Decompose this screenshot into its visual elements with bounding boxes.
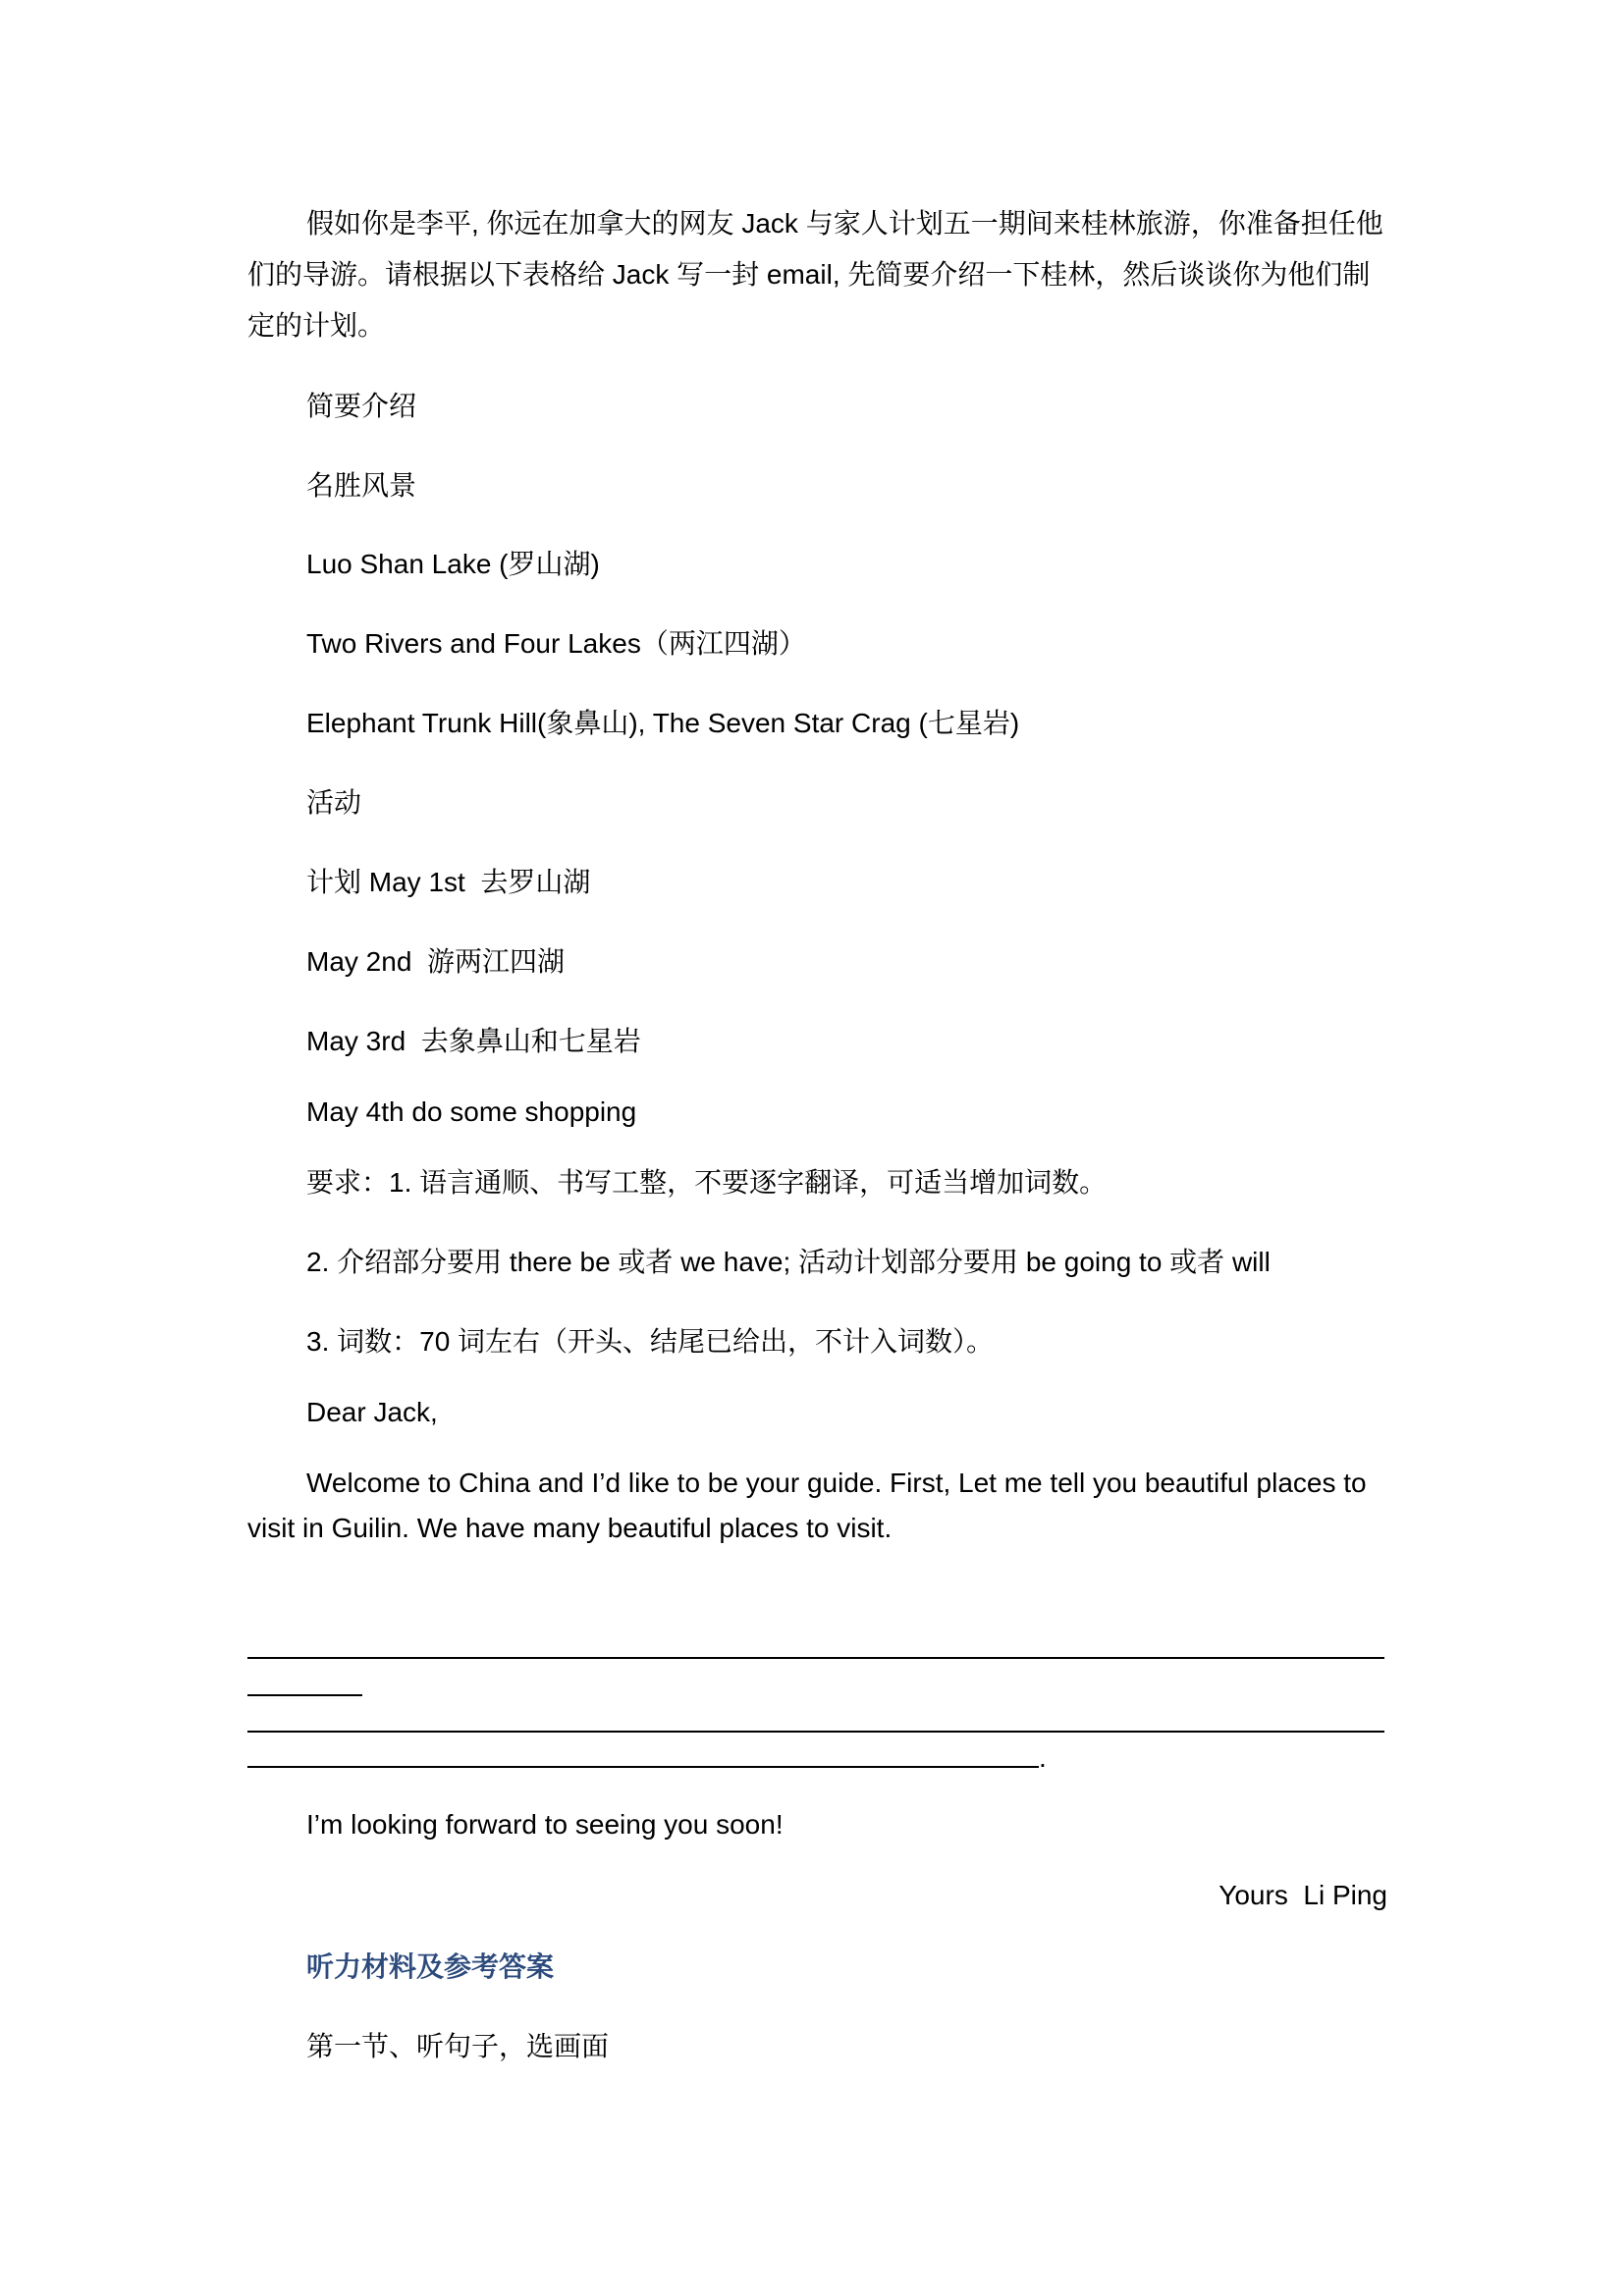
letter-signature: Yours Li Ping bbox=[1218, 1880, 1387, 1910]
subsection-heading: 第一节、听句子，选画面 bbox=[306, 2031, 610, 2061]
requirement-item: 要求：1. 语言通顺、书写工整，不要逐字翻译，可适当增加词数。 bbox=[306, 1167, 1108, 1198]
letter-salutation: Dear Jack, bbox=[306, 1397, 438, 1427]
activities-heading: 活动 bbox=[306, 787, 362, 818]
intro-heading: 简要介绍 bbox=[306, 391, 417, 421]
plan-item: 计划 May 1st 去罗山湖 bbox=[306, 867, 591, 897]
scenery-item: Two Rivers and Four Lakes（两江四湖） bbox=[306, 628, 806, 659]
task-instructions: 假如你是李平, 你远在加拿大的网友 Jack 与家人计划五一期间来桂林旅游，你准备担任他们的导游。请根据以下表格给 Jack 写一封 email, 先简要介绍一下桂林，然后谈谈你为他们制定的计划。 bbox=[247, 208, 1383, 341]
section-heading: 听力材料及参考答案 bbox=[306, 1951, 555, 1982]
letter-closing: I’m looking forward to seeing you soon! bbox=[306, 1809, 784, 1840]
scenery-item: Elephant Trunk Hill(象鼻山), The Seven Star Crag (七星岩) bbox=[306, 708, 1020, 738]
blank-end-period: . bbox=[1039, 1742, 1047, 1773]
requirement-item: 2. 介绍部分要用 there be 或者 we have; 活动计划部分要用 be going to 或者 will bbox=[306, 1247, 1271, 1277]
plan-item: May 4th do some shopping bbox=[306, 1096, 637, 1127]
scenery-item: Luo Shan Lake (罗山湖) bbox=[306, 549, 600, 579]
scenery-heading: 名胜风景 bbox=[306, 470, 417, 501]
requirement-item: 3. 词数：70 词左右（开头、结尾已给出，不计入词数）。 bbox=[306, 1326, 995, 1357]
plan-item: May 3rd 去象鼻山和七星岩 bbox=[306, 1026, 641, 1056]
letter-opening: Welcome to China and I’d like to be your guide. First, Let me tell you beautiful places to visit in Guilin. We have many beautiful places to visit. bbox=[247, 1468, 1367, 1543]
plan-item: May 2nd 游两江四湖 bbox=[306, 946, 565, 977]
answer-blank-line bbox=[247, 1657, 1384, 1659]
answer-blank-line bbox=[247, 1694, 362, 1696]
answer-blank-line bbox=[247, 1766, 1039, 1768]
answer-blank-line bbox=[247, 1731, 1384, 1733]
